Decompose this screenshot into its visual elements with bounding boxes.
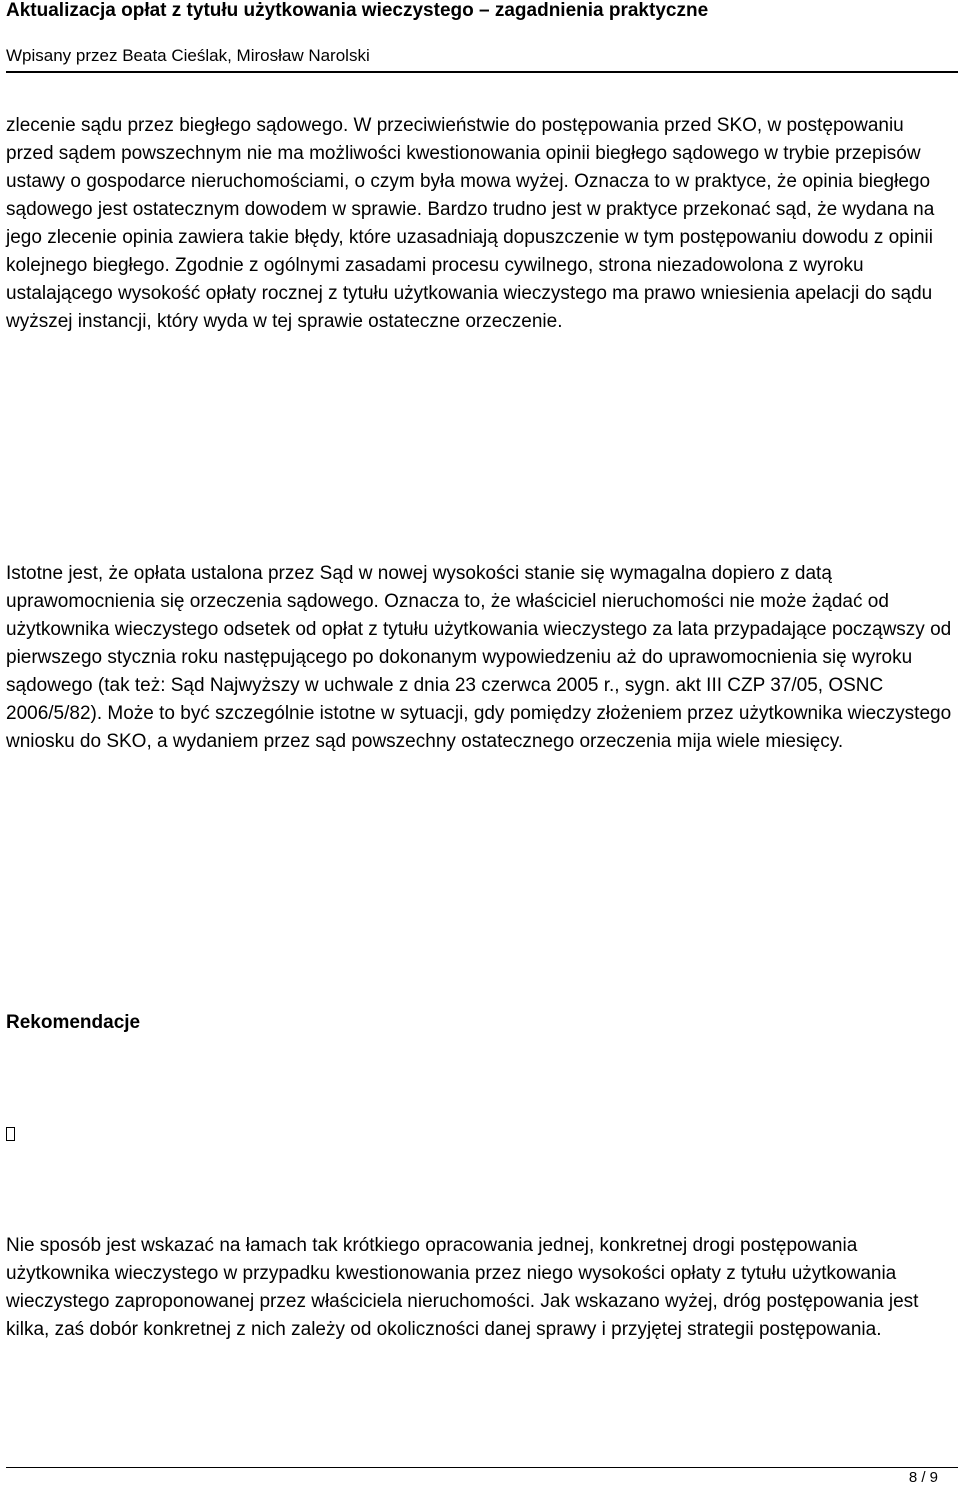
body-paragraph-1: zlecenie sądu przez biegłego sądowego. W przeciwieństwie do postępowania przed SKO, w postępowaniu przed sądem powszechnym nie ma możliwości kwestionowania opinii biegłego sądowego w trybie przepisów ustawy o gospodarce nieruchomościami, o czym była mowa wyżej. Oznacza to w praktyce, że opinia biegłego sądowego jest ostatecznym dowodem w sprawie. Bardzo trudno jest w praktyce przekonać sąd, że wydana na jego zlecenie opinia zawiera takie błędy, które uzasadniają dopuszczenie w tym postępowaniu dowodu z opinii kolejnego biegłego. Zgodnie z ogólnymi zasadami procesu cywilnego, strona niezadowolona z wyroku ustalającego wysokość opłaty rocznej z tytułu użytkowania wieczystego ma prawo wniesienia apelacji do sądu wyższej instancji, który wyda w tej sprawie ostateczne orzeczenie. xyxy=(6,115,935,332)
section-heading-rekomendacje: Rekomendacje xyxy=(6,1012,141,1033)
document-title: Aktualizacja opłat z tytułu użytkowania wieczystego – zagadnienia praktyczne xyxy=(6,0,709,21)
missing-glyph-icon xyxy=(6,1127,15,1141)
header-divider xyxy=(6,71,958,73)
document-authors: Wpisany przez Beata Cieślak, Mirosław Narolski xyxy=(6,46,370,65)
body-paragraph-2: Istotne jest, że opłata ustalona przez Sąd w nowej wysokości stanie się wymagalna dopiero z datą uprawomocnienia się orzeczenia sądowego. Oznacza to, że właściciel nieruchomości nie może żądać od użytkownika wieczystego odsetek od opłat z tytułu użytkowania wieczystego za lata przypadające począwszy od pierwszego stycznia roku następującego po dokonanym wypowiedzeniu aż do uprawomocnienia się wyroku sądowego (tak też: Sąd Najwyższy w uchwale z dnia 23 czerwca 2005 r., sygn. akt III CZP 37/05, OSNC 2006/5/82). Może to być szczególnie istotne w sytuacji, gdy pomiędzy złożeniem przez użytkownika wieczystego wniosku do SKO, a wydaniem przez sąd powszechny ostatecznego orzeczenia mija wiele miesięcy. xyxy=(6,563,952,752)
footer-divider xyxy=(6,1467,958,1468)
body-paragraph-3: Nie sposób jest wskazać na łamach tak krótkiego opracowania jednej, konkretnej drogi postępowania użytkownika wieczystego w przypadku kwestionowania przez niego wysokości opłaty z tytułu użytkowania wieczystego zaproponowanej przez właściciela nieruchomości. Jak wskazano wyżej, dróg postępowania jest kilka, zaś dobór konkretnej z nich zależy od okoliczności danej sprawy i przyjętej strategii postępowania. xyxy=(6,1235,919,1340)
page-number: 8 / 9 xyxy=(908,1469,938,1486)
